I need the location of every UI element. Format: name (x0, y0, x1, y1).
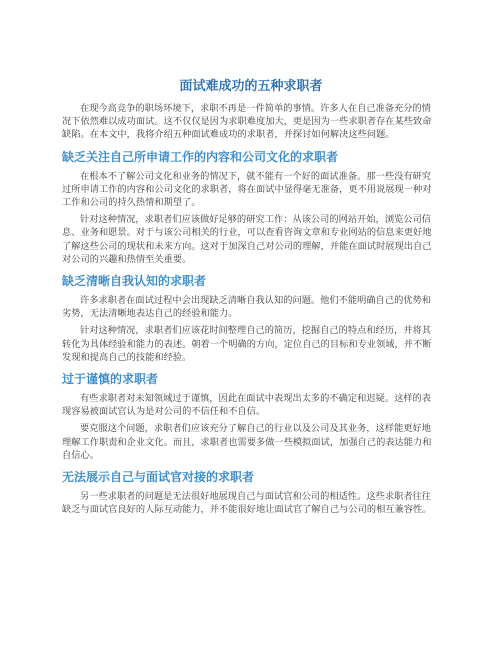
section-heading: 缺乏清晰自我认知的求职者 (62, 274, 207, 289)
section-paragraph: 有些求职者对未知领域过于谨慎，因此在面试中表现出太多的不确定和迟疑。这样的表现容易被面试官认为是对公司的不信任和不自信。 (62, 393, 432, 418)
intro-paragraph: 在现今高竞争的职场环境下，求职不再是一件简单的事情。许多人在自己准备充分的情况下依然难以成功面试。这不仅仅是因为求职难度加大，更是因为一些求职者存在某些致命缺陷。在本文中，我将介绍五种面试难成功的求职者，并探讨如何解决这些问题。 (62, 103, 432, 141)
section-paragraph: 另一些求职者的问题是无法很好地展现自己与面试官和公司的相适性。这些求职者往往缺乏与面试官良好的人际互动能力，并不能很好地让面试官了解自己与公司的相互兼容性。 (62, 491, 432, 516)
section-paragraph: 针对这种情况，求职者们应该花时间整理自己的简历，挖掘自己的特点和经历，并将其转化为具体经验和能力的表述。朝着一个明确的方向，定位自己的目标和专业领域，并不断发现和提高自己的技能和经验。 (62, 325, 432, 363)
section-paragraph: 针对这种情况，求职者们应该做好足够的研究工作：从该公司的网站开始，浏览公司信息、业务和愿景。对于与该公司相关的行业，可以查看咨询文章和专业网站的信息来更好地了解这些公司的现状和未来方向。这对于加深自己对公司的理解，并能在面试时展现出自己对公司的兴趣和热情至关重要。 (62, 214, 432, 265)
document-page (62, 78, 440, 520)
section-paragraph: 要克服这个问题，求职者们应该充分了解自己的行业以及公司及其业务，这样能更好地理解工作职责和企业文化。而且，求职者也需要多做一些模拟面试，加强自己的表达能力和自信心。 (62, 423, 432, 461)
section-heading: 无法展示自己与面试官对接的求职者 (62, 470, 255, 485)
section-heading: 缺乏关注自己所申请工作的内容和公司文化的求职者 (62, 149, 339, 164)
section-paragraph: 在根本不了解公司文化和业务的情况下，就不能有一个好的面试准备。那一些没有研究过所申请工作的内容和公司文化的求职者，将在面试中显得毫无准备，更不用说展现一种对工作和公司的持久热情和期望了。 (62, 170, 432, 209)
section-paragraph: 许多求职者在面试过程中会出现缺乏清晰自我认知的问题。他们不能明确自己的优势和劣势，无法清晰地表达自己的经验和能力。 (62, 295, 432, 320)
document-title: 面试难成功的五种求职者 (179, 79, 323, 94)
section-heading: 过于谨慎的求职者 (62, 372, 159, 387)
